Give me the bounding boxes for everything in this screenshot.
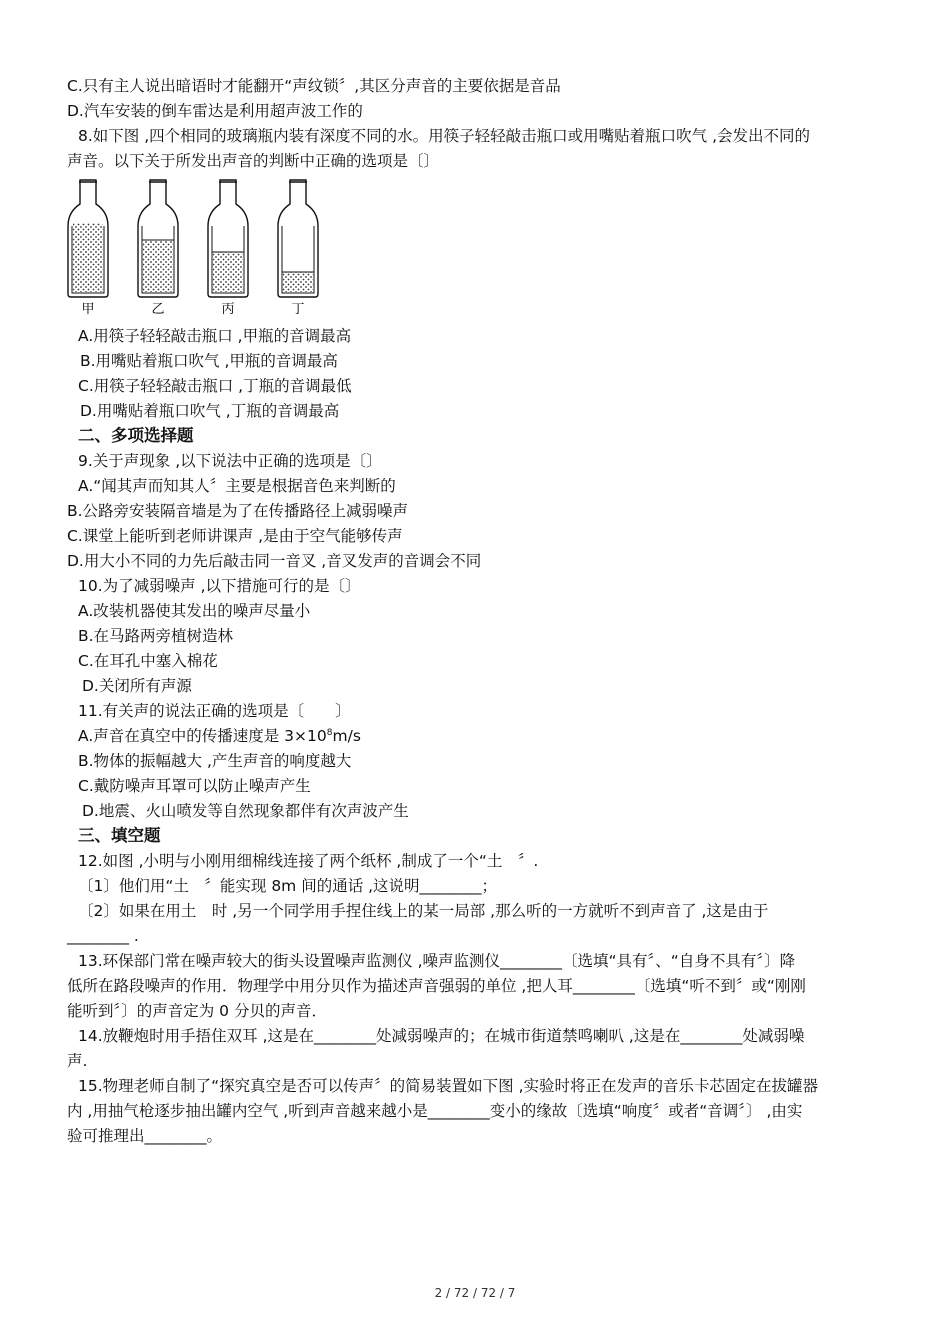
q14-line1: 14.放鞭炮时用手捂住双耳 ,这是在________处减弱噪声的；在城市街道禁鸣喇叭 ,这是在________处减弱噪: [78, 1027, 805, 1045]
bottle-label-jia: 甲: [81, 302, 95, 317]
bottle-yi: [138, 180, 178, 297]
q11-option-b: B.物体的振幅越大 ,产生声音的响度越大: [78, 752, 352, 770]
page-number: 2 / 72 / 72 / 7: [434, 1286, 516, 1300]
q10-option-a: A.改装机器使其发出的噪声尽量小: [78, 602, 311, 620]
bottle-ding: [278, 180, 318, 297]
bottle-label-bing: 丙: [221, 302, 235, 317]
q14-line2: 声.: [67, 1052, 88, 1070]
bottle-jia: [68, 180, 108, 297]
q10-stem: 10.为了减弱噪声 ,以下措施可行的是〔〕: [78, 577, 361, 595]
bottles-figure: [62, 178, 322, 318]
q11-option-c: C.戴防噪声耳罩可以防止噪声产生: [78, 777, 311, 795]
q12-part-2-blank: ________ .: [67, 927, 139, 945]
q7-option-c: C.只有主人说出暗语时才能翻开“声纹锁〞,其区分声音的主要依据是音品: [67, 77, 561, 95]
q12-stem: 12.如图 ,小明与小刚用细棉线连接了两个纸杯 ,制成了一个“土 〞.: [78, 852, 539, 870]
q13-line2: 低所在路段噪声的作用．物理学中用分贝作为描述声音强弱的单位 ,把人耳________〔选填“听不到〞或“刚刚: [67, 977, 806, 995]
q8-stem-line2: 声音。以下关于所发出声音的判断中正确的选项是〔〕: [67, 152, 440, 170]
q15-line1: 15.物理老师自制了“探究真空是否可以传声〞的简易装置如下图 ,实验时将正在发声的音乐卡芯固定在拔罐器: [78, 1077, 819, 1095]
q15-line3: 验可推理出________。: [67, 1127, 223, 1145]
q8-option-b: B.用嘴贴着瓶口吹气 ,甲瓶的音调最高: [80, 352, 338, 370]
q11-stem: 11.有关声的说法正确的选项是〔 〕: [78, 702, 351, 720]
bottle-ding-water: [283, 272, 313, 292]
q8-option-c: C.用筷子轻轻敲击瓶口 ,丁瓶的音调最低: [78, 377, 352, 395]
q11-option-a-text: A.声音在真空中的传播速度是 3×10: [78, 727, 327, 745]
bottle-label-yi: 乙: [151, 302, 165, 317]
q10-option-c: C.在耳孔中塞入棉花: [78, 652, 218, 670]
q10-option-d: D.关闭所有声源: [82, 677, 192, 695]
q8-option-d: D.用嘴贴着瓶口吹气 ,丁瓶的音调最高: [80, 402, 340, 420]
q9-option-d: D.用大小不同的力先后敲击同一音叉 ,音叉发声的音调会不同: [67, 552, 482, 570]
q9-option-c: C.课堂上能听到老师讲课声 ,是由于空气能够传声: [67, 527, 403, 545]
bottle-jia-water: [73, 223, 103, 292]
section-3-heading: 三、填空题: [78, 826, 161, 845]
q15-line2: 内 ,用抽气枪逐步抽出罐内空气 ,听到声音越来越小是________变小的缘故〔选填“响度〞或者“音调〞〕 ,由实: [67, 1102, 803, 1120]
bottle-bing: [208, 180, 248, 297]
q11-option-d: D.地震、火山喷发等自然现象都伴有次声波产生: [82, 802, 409, 820]
q11-option-a-exponent: 8: [326, 728, 333, 738]
q8-stem-line1: 8.如下图 ,四个相同的玻璃瓶内装有深度不同的水。用筷子轻轻敲击瓶口或用嘴贴着瓶口吹气 ,会发出不同的: [78, 127, 810, 145]
q9-option-b: B.公路旁安装隔音墙是为了在传播路径上减弱噪声: [67, 502, 409, 520]
q9-stem: 9.关于声现象 ,以下说法中正确的选项是〔〕: [78, 452, 382, 470]
q11-option-a-unit: m/s: [332, 727, 361, 745]
section-2-heading: 二、多项选择题: [78, 426, 194, 445]
q8-option-a: A.用筷子轻轻敲击瓶口 ,甲瓶的音调最高: [78, 327, 352, 345]
q9-option-a: A.“闻其声而知其人〞主要是根据音色来判断的: [78, 477, 396, 495]
q13-line3: 能听到〞〕的声音定为 0 分贝的声音．: [67, 1002, 327, 1020]
q12-part-2: 〔2〕如果在用土 时 ,另一个同学用手捏住线上的某一局部 ,那么听的一方就听不到声音了 ,这是由于: [78, 902, 769, 920]
bottle-label-ding: 丁: [291, 302, 305, 317]
q12-part-1: 〔1〕他们用“土 〞能实现 8m 间的通话 ,这说明________；: [78, 877, 498, 895]
q13-line1: 13.环保部门常在噪声较大的街头设置噪声监测仪 ,噪声监测仪________〔选填“具有〞、“自身不具有〞〕降: [78, 952, 796, 970]
q10-option-b: B.在马路两旁植树造林: [78, 627, 234, 645]
bottle-bing-water: [213, 252, 243, 292]
q11-option-a: [78, 726, 361, 746]
q7-option-d: D.汽车安装的倒车雷达是利用超声波工作的: [67, 102, 363, 120]
bottle-yi-water: [143, 240, 173, 292]
